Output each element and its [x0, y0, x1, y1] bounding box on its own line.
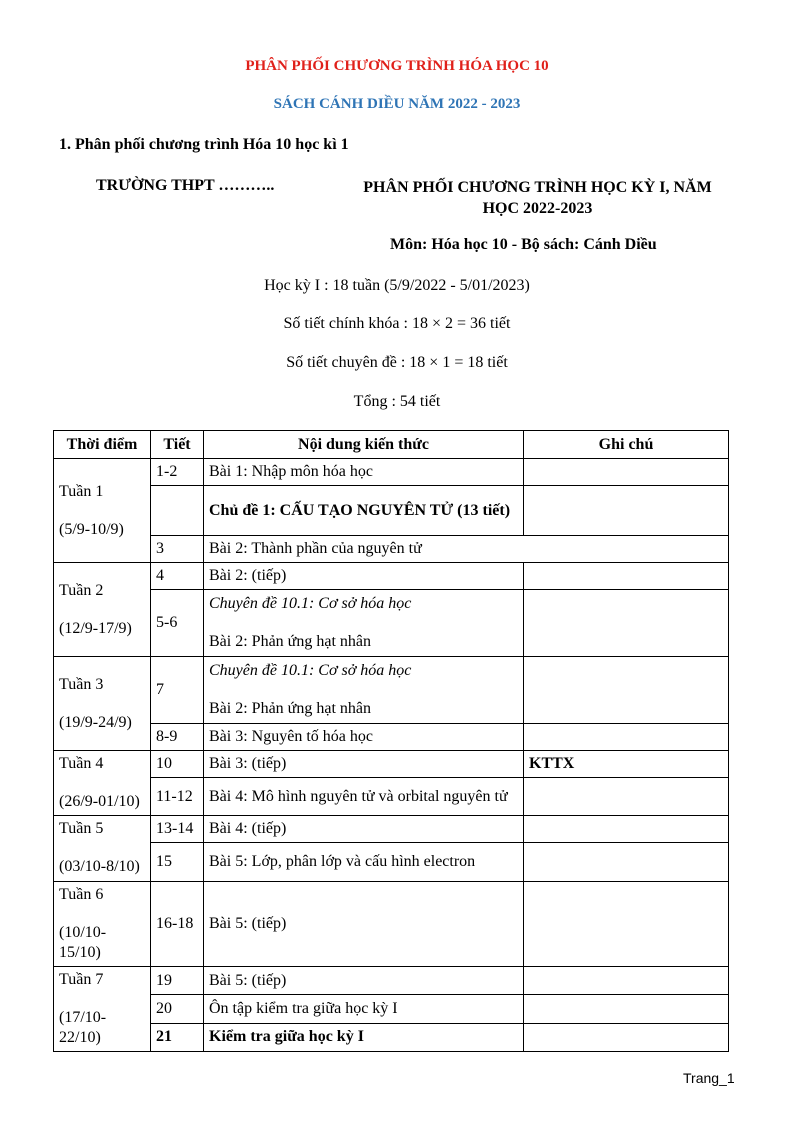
content-cell: Kiểm tra giữa học kỳ I: [204, 1023, 524, 1051]
week-cell: [54, 459, 151, 563]
program-title-line1: PHÂN PHỐI CHƯƠNG TRÌNH HỌC KỲ I, NĂM: [363, 179, 712, 196]
period-cell: 10: [151, 751, 204, 778]
note-cell: [524, 843, 729, 882]
content-cell: Bài 5: (tiếp): [204, 967, 524, 995]
content-cell: Bài 5: Lớp, phân lớp và cấu hình electron: [204, 843, 524, 882]
info-main-periods: Số tiết chính khóa : 18 × 2 = 36 tiết: [283, 315, 511, 332]
content-cell: Chủ đề 1: CẤU TẠO NGUYÊN TỬ (13 tiết): [204, 486, 524, 536]
period-cell: 13-14: [151, 816, 204, 843]
week-name: Tuần 6: [59, 886, 104, 903]
content-cell: Bài 3: (tiếp): [204, 751, 524, 778]
topic-label: Chuyên đề 10.1: Cơ sở hóa học: [209, 662, 412, 679]
lesson-label: Bài 2: Phản ứng hạt nhân: [209, 633, 371, 650]
week-dates: (10/10-15/10): [59, 924, 107, 961]
note-cell: [524, 563, 729, 590]
week-cell: [54, 967, 151, 1052]
period-cell: 8-9: [151, 724, 204, 751]
column-header-note: Ghi chú: [524, 431, 729, 459]
table-row: [54, 724, 729, 751]
schedule-table: [53, 430, 729, 1052]
week-cell: [54, 751, 151, 816]
column-header-period: Tiết: [151, 431, 204, 459]
week-cell: [54, 882, 151, 967]
period-cell: 3: [151, 536, 204, 563]
section-heading: 1. Phân phối chương trình Hóa 10 học kì 1: [59, 136, 349, 153]
week-name: Tuần 3: [59, 675, 104, 693]
note-cell: KTTX: [524, 751, 729, 778]
subject-line: Môn: Hóa học 10 - Bộ sách: Cánh Diều: [390, 236, 657, 253]
week-dates: (03/10-8/10): [59, 858, 140, 875]
content-cell: [204, 657, 524, 724]
note-cell: [524, 486, 729, 536]
column-header-content: Nội dung kiến thức: [204, 431, 524, 459]
table-row: [54, 1023, 729, 1051]
document-subtitle: SÁCH CÁNH DIỀU NĂM 2022 - 2023: [273, 96, 521, 112]
content-cell: Bài 3: Nguyên tố hóa học: [204, 724, 524, 751]
content-cell: Bài 2: (tiếp): [204, 563, 524, 590]
content-cell: Bài 1: Nhập môn hóa học: [204, 459, 524, 486]
week-name: Tuần 4: [59, 755, 104, 772]
note-cell: [524, 1023, 729, 1051]
note-cell: [524, 590, 729, 657]
lesson-label: Bài 2: Phản ứng hạt nhân: [209, 700, 371, 717]
period-cell: 4: [151, 563, 204, 590]
week-dates: (12/9-17/9): [59, 619, 132, 637]
week-dates: (17/10-22/10): [59, 1009, 107, 1046]
note-cell: [524, 778, 729, 816]
table-row: [54, 657, 729, 724]
week-cell: [54, 657, 151, 751]
period-cell: 21: [151, 1023, 204, 1051]
table-row: [54, 590, 729, 657]
week-dates: (5/9-10/9): [59, 520, 124, 538]
week-name: Tuần 5: [59, 820, 104, 837]
period-cell: 7: [151, 657, 204, 724]
info-topic-periods: Số tiết chuyên đề : 18 × 1 = 18 tiết: [286, 354, 508, 371]
period-cell: 11-12: [151, 778, 204, 816]
table-header-row: [54, 431, 729, 459]
topic-label: Chuyên đề 10.1: Cơ sở hóa học: [209, 595, 412, 612]
week-name: Tuần 2: [59, 581, 104, 599]
school-name: TRƯỜNG THPT ………..: [96, 177, 275, 194]
table-row: [54, 882, 729, 967]
note-cell: [524, 724, 729, 751]
info-semester: Học kỳ I : 18 tuần (5/9/2022 - 5/01/2023): [264, 277, 530, 294]
week-cell: [54, 816, 151, 882]
note-cell: [524, 459, 729, 486]
week-cell: [54, 563, 151, 657]
week-dates: (19/9-24/9): [59, 713, 132, 731]
content-cell: Ôn tập kiểm tra giữa học kỳ I: [204, 995, 524, 1023]
week-name: Tuần 7: [59, 971, 104, 988]
period-cell: [151, 486, 204, 536]
period-cell: 1-2: [151, 459, 204, 486]
table-row: [54, 486, 729, 536]
info-total: Tổng : 54 tiết: [353, 393, 441, 410]
content-cell: Bài 4: (tiếp): [204, 816, 524, 843]
table-row: [54, 995, 729, 1023]
table-row: [54, 751, 729, 778]
table-row: [54, 536, 729, 563]
period-cell: 20: [151, 995, 204, 1023]
program-title: [340, 177, 735, 219]
note-cell: [524, 882, 729, 967]
table-row: [54, 816, 729, 843]
period-cell: 16-18: [151, 882, 204, 967]
note-cell: [524, 967, 729, 995]
content-cell: Bài 4: Mô hình nguyên tử và orbital nguyên tử: [204, 778, 524, 816]
table-row: [54, 778, 729, 816]
content-cell: Bài 5: (tiếp): [204, 882, 524, 967]
week-name: Tuần 1: [59, 482, 104, 500]
note-cell: [524, 657, 729, 724]
note-cell: [524, 995, 729, 1023]
period-cell: 15: [151, 843, 204, 882]
table-row: [54, 459, 729, 486]
period-cell: 5-6: [151, 590, 204, 657]
week-dates: (26/9-01/10): [59, 793, 140, 810]
document-title: PHÂN PHỐI CHƯƠNG TRÌNH HÓA HỌC 10: [245, 58, 549, 74]
table-row: [54, 563, 729, 590]
content-cell: Bài 2: Thành phần của nguyên tử: [204, 536, 729, 563]
program-title-line2: HỌC 2022-2023: [482, 200, 593, 217]
table-row: [54, 843, 729, 882]
content-cell: [204, 590, 524, 657]
column-header-time: Thời điểm: [54, 431, 151, 459]
note-cell: [524, 816, 729, 843]
table-row: [54, 967, 729, 995]
page-number: Trang_1: [683, 1070, 735, 1086]
period-cell: 19: [151, 967, 204, 995]
